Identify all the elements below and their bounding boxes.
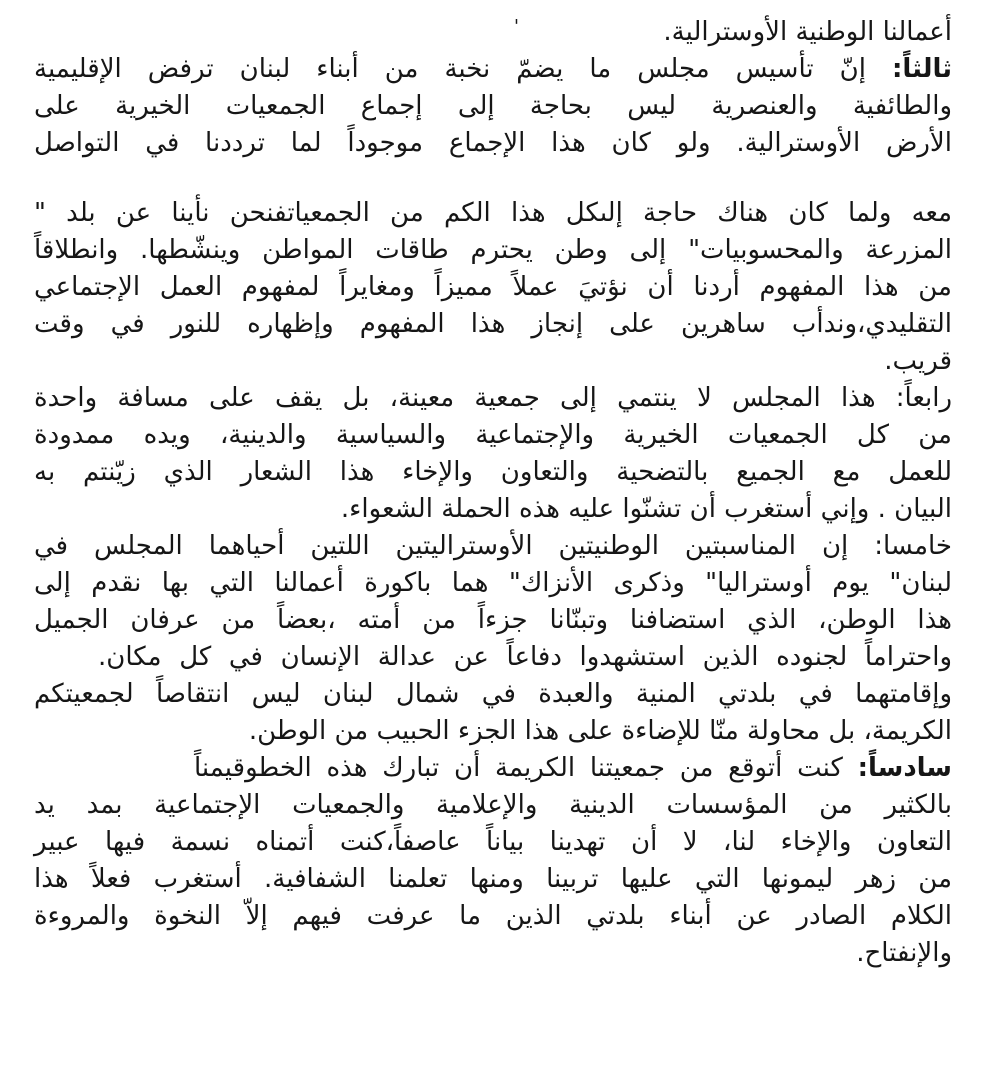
line-text: قريب. — [884, 346, 952, 376]
text-line — [34, 380, 952, 417]
text-line — [34, 88, 952, 125]
line-text: إنّ تأسيس مجلس ما يضمّ نخبة من أبناء لبنان ترفض الإقليمية — [34, 54, 892, 84]
text-line — [34, 898, 952, 935]
line-text: بالكثير من المؤسسات الدينية والإعلامية والجمعيات الإجتماعية بمد يد — [34, 790, 952, 820]
text-line — [34, 269, 952, 306]
line-text: هذا الوطن، الذي استضافنا وتبنّانا جزءاً من أمته ،بعضاً من عرفان الجميل — [34, 605, 952, 635]
line-text: كنت أتوقع من جمعيتنا الكريمة أن تبارك هذه الخطوقيمناً — [194, 753, 858, 783]
line-text: الأرض الأوسترالية. ولو كان هذا الإجماع موجوداً لما ترددنا في التواصل — [34, 128, 952, 158]
text-line — [34, 14, 952, 51]
line-text: من هذا المفهوم أردنا أن نؤتيَ عملاً مميزاً ومغايراً لمفهوم العمل الإجتماعي — [34, 272, 952, 302]
text-line — [34, 232, 952, 269]
text-line — [34, 195, 952, 232]
text-line — [34, 861, 952, 898]
text-line — [34, 639, 952, 676]
line-text: معه ولما كان هناك حاجة إلىكل هذا الكم من الجمعياتفنحن نأينا عن بلد " — [34, 198, 952, 228]
text-line — [34, 935, 952, 972]
line-text: المزرعة والمحسوبيات" إلى وطن يحترم طاقات المواطن وينشّطها. وانطلاقاً — [34, 235, 952, 265]
line-text: رابعاً: هذا المجلس لا ينتمي إلى جمعية معينة، بل يقف على مسافة واحدة — [34, 383, 952, 413]
line-text: واحتراماً لجنوده الذين استشهدوا دفاعاً عن عدالة الإنسان في كل مكان. — [98, 642, 952, 672]
line-text: التقليدي،وندأب ساهرين على إنجاز هذا المفهوم وإظهاره للنور في وقت — [34, 309, 952, 339]
text-line — [34, 343, 952, 380]
line-text: الكريمة، بل محاولة منّا للإضاءة على هذا الجزء الحبيب من الوطن. — [248, 716, 952, 746]
text-line — [34, 51, 952, 88]
line-text: من كل الجمعيات الخيرية والإجتماعية والسياسية والدينية، ويده ممدودة — [34, 420, 952, 450]
text-line — [34, 787, 952, 824]
text-line — [34, 676, 952, 713]
line-text: التعاون والإخاء لنا، لا أن تهدينا بياناً عاصفاً،كنت أتمناه نسمة فيها عبير — [34, 827, 952, 857]
text-line — [34, 454, 952, 491]
text-line — [34, 824, 952, 861]
text-line — [34, 306, 952, 343]
text-line — [34, 713, 952, 750]
text-line — [34, 417, 952, 454]
text-line — [34, 528, 952, 565]
text-line — [34, 750, 952, 787]
text-line — [34, 125, 952, 162]
stray-ink-mark: ' — [514, 16, 519, 37]
line-text: أعمالنا الوطنية الأوسترالية. — [663, 17, 952, 47]
line-text: والإنفتاح. — [856, 938, 952, 968]
line-text: للعمل مع الجميع بالتضحية والتعاون والإخاء هذا الشعار الذي زيّنتم به — [34, 457, 952, 487]
line-text: البيان . وإني أستغرب أن تشنّوا عليه هذه الحملة الشعواء. — [340, 494, 952, 524]
line-text: الكلام الصادر عن أبناء بلدتي الذين ما عرفت فيهم إلاّ النخوة والمروءة — [34, 901, 952, 931]
line-text: خامسا: إن المناسبتين الوطنيتين الأوستراليتين اللتين أحياهما المجلس في — [34, 531, 952, 561]
line-text: وإقامتهما في بلدتي المنية والعبدة في شمال لبنان ليس انتقاصاً لجمعيتكم — [34, 679, 952, 709]
text-line — [34, 491, 952, 528]
line-text: لبنان" يوم أوستراليا" وذكرى الأنزاك" هما باكورة أعمالنا التي بها نقدم إلى — [34, 568, 952, 598]
line-text: والطائفية والعنصرية ليس بحاجة إلى إجماع الجمعيات الخيرية على — [34, 91, 952, 121]
text-line — [34, 602, 952, 639]
line-text: من زهر ليمونها التي عليها تربينا ومنها تعلمنا الشفافية. أستغرب فعلاً هذا — [34, 864, 952, 894]
section-label: ثالثاً: — [891, 54, 952, 84]
section-label: سادساً: — [857, 753, 952, 783]
text-line — [34, 565, 952, 602]
